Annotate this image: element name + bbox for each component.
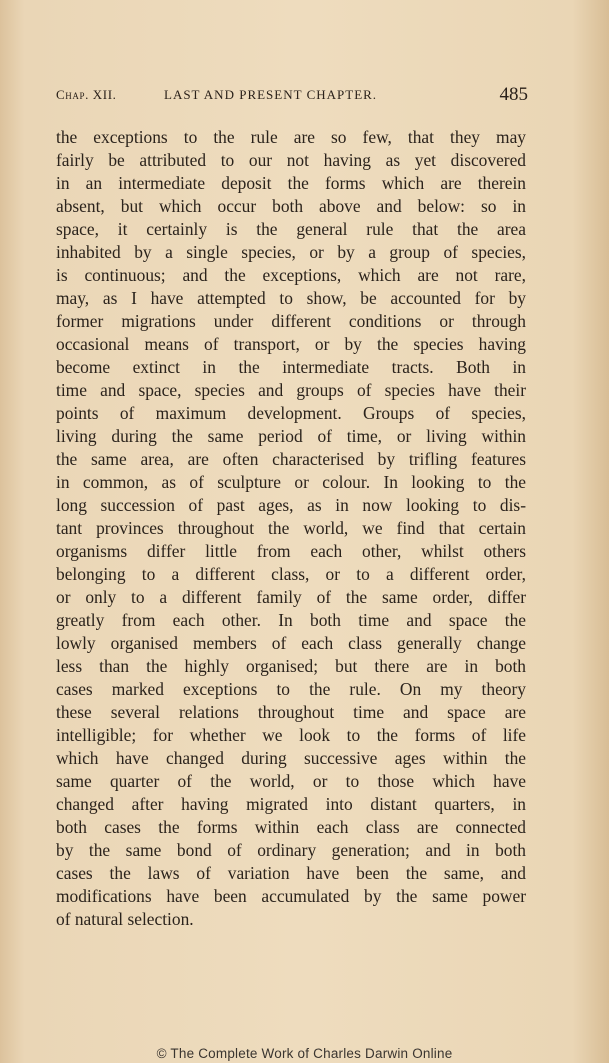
text-line: become extinct in the intermediate tracts. Both in	[56, 357, 526, 377]
text-line: the same area, are often characterised by trifling features	[56, 449, 526, 469]
chapter-label: Chap. XII.	[56, 87, 117, 102]
text-line: lowly organised members of each class generally change	[56, 633, 526, 653]
text-line: the exceptions to the rule are so few, that they may	[56, 127, 526, 147]
text-line: occasional means of transport, or by the species having	[56, 334, 526, 354]
text-line: absent, but which occur both above and below: so in	[56, 196, 526, 216]
text-line: greatly from each other. In both time and space the	[56, 610, 526, 630]
text-line: fairly be attributed to our not having as yet discovered	[56, 150, 526, 170]
running-head	[56, 84, 528, 108]
text-line: by the same bond of ordinary generation; and in both	[56, 840, 526, 860]
text-line: changed after having migrated into distant quarters, in	[56, 794, 526, 814]
text-line: intelligible; for whether we look to the forms of life	[56, 725, 526, 745]
page-number: 485	[499, 84, 528, 105]
text-line: these several relations throughout time and space are	[56, 702, 526, 722]
body-text	[56, 126, 526, 931]
text-line: living during the same period of time, or living within	[56, 426, 526, 446]
copyright-footer: © The Complete Work of Charles Darwin Online	[156, 1046, 453, 1061]
text-line: which have changed during successive ages within the	[56, 748, 526, 768]
text-line: cases marked exceptions to the rule. On my theory	[56, 679, 526, 699]
text-line: same quarter of the world, or to those which have	[56, 771, 526, 791]
text-line: is continuous; and the exceptions, which are not rare,	[56, 265, 526, 285]
text-line: in common, as of sculpture or colour. In looking to the	[56, 472, 526, 492]
text-line: less than the highly organised; but there are in both	[56, 656, 526, 676]
text-line: both cases the forms within each class are connected	[56, 817, 526, 837]
text-line: tant provinces throughout the world, we find that certain	[56, 518, 526, 538]
text-line: long succession of past ages, as in now looking to dis-	[56, 495, 526, 515]
text-line: of natural selection.	[56, 909, 194, 929]
text-line: points of maximum development. Groups of species,	[56, 403, 526, 423]
running-title: LAST AND PRESENT CHAPTER.	[164, 87, 378, 102]
text-line: or only to a different family of the same order, differ	[56, 587, 526, 607]
text-line: cases the laws of variation have been the same, and	[56, 863, 526, 883]
text-line: modifications have been accumulated by the same power	[56, 886, 526, 906]
text-line: time and space, species and groups of species have their	[56, 380, 526, 400]
text-line: in an intermediate deposit the forms which are therein	[56, 173, 526, 193]
text-line: inhabited by a single species, or by a group of species,	[56, 242, 526, 262]
text-line: space, it certainly is the general rule that the area	[56, 219, 526, 239]
text-line: may, as I have attempted to show, be accounted for by	[56, 288, 526, 308]
text-line: former migrations under different conditions or through	[56, 311, 526, 331]
text-line: belonging to a different class, or to a different order,	[56, 564, 526, 584]
text-line: organisms differ little from each other, whilst others	[56, 541, 526, 561]
